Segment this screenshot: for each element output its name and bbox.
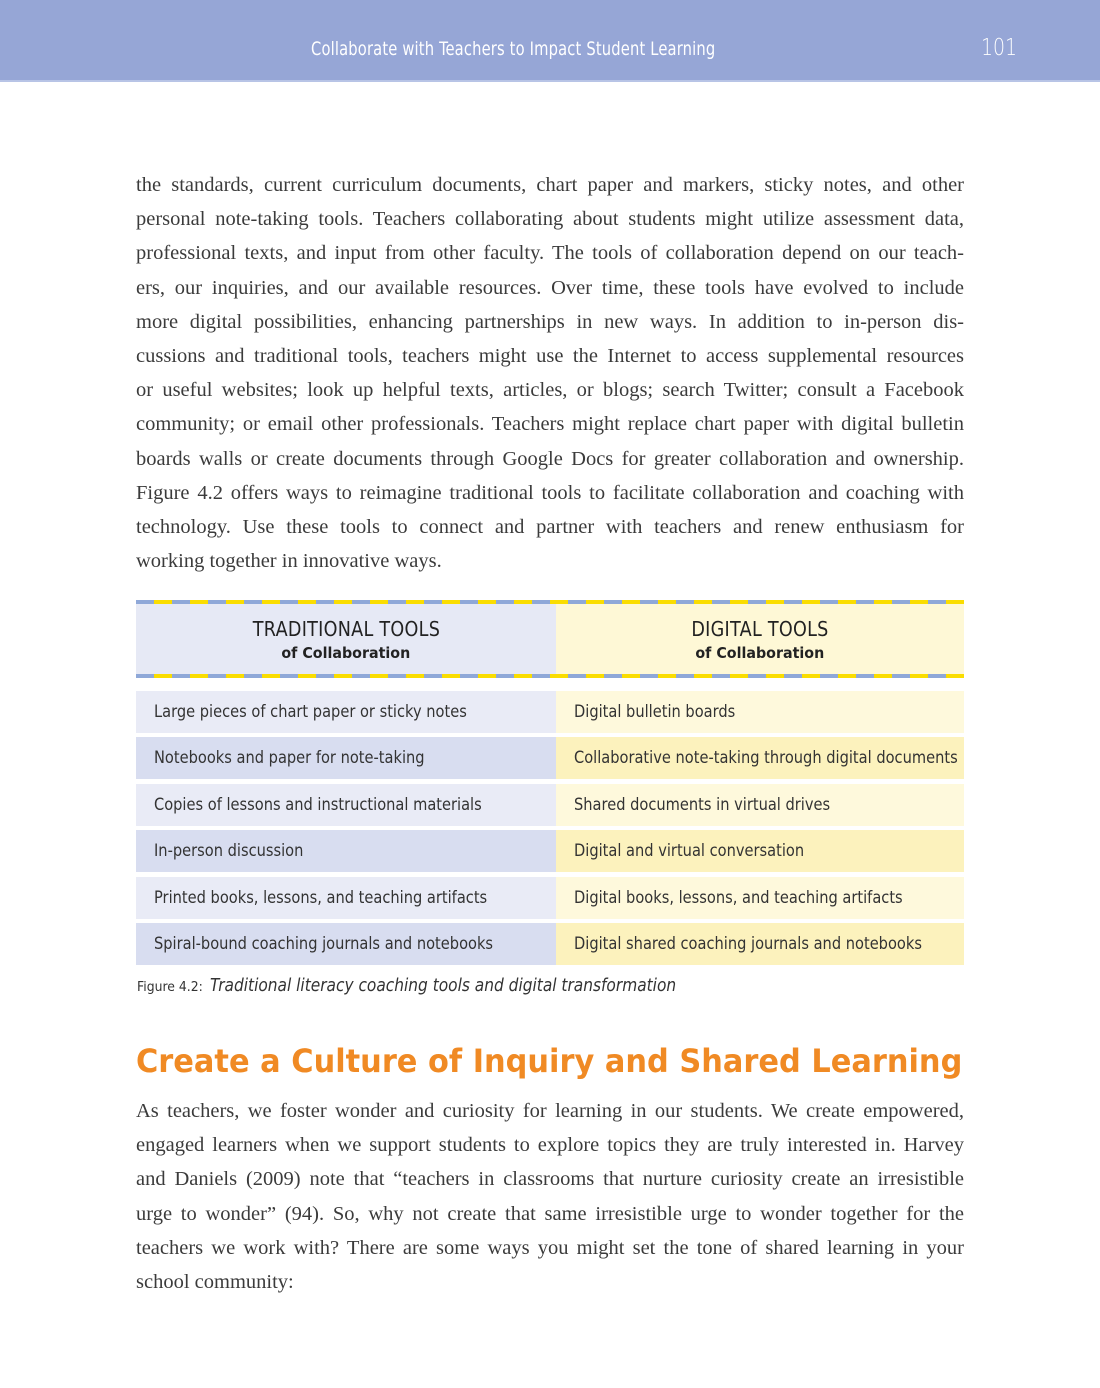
table-header-row: [136, 604, 964, 674]
text-line: professional texts, and input from other faculty. The tools of collaboration depend on our teach-: [136, 242, 964, 265]
digital-cell: [556, 830, 964, 872]
traditional-cell: [136, 923, 556, 965]
header-digital-tools: [556, 604, 964, 674]
text-line: working together in innovative ways.: [136, 550, 442, 573]
cell-text: Copies of lessons and instructional materials: [154, 794, 482, 815]
cell-text: Printed books, lessons, and teaching artifacts: [154, 887, 488, 908]
traditional-cell: [136, 691, 556, 733]
cell-text: Spiral-bound coaching journals and notebooks: [154, 933, 494, 954]
text-line: more digital possibilities, enhancing partnerships in new ways. In addition to in-person dis-: [136, 310, 964, 333]
section-heading: Create a Culture of Inquiry and Shared Learning: [136, 1042, 963, 1080]
caption-label: Figure 4.2:: [137, 979, 203, 995]
traditional-cell: [136, 877, 556, 919]
text-line: ers, our inquiries, and our available resources. Over time, these tools have evolved to include: [136, 276, 964, 299]
cell-text: Collaborative note-taking through digital documents: [574, 748, 958, 769]
text-line: the standards, current curriculum documents, chart paper and markers, sticky notes, and other: [136, 174, 964, 196]
text-line: engaged learners when we support students to explore topics they are truly interested in. Harvey: [136, 1134, 964, 1157]
table-row: [136, 737, 964, 779]
table-row: [136, 830, 964, 872]
cell-text: Digital and virtual conversation: [574, 841, 805, 862]
text-line: or useful websites; look up helpful texts, articles, or blogs; search Twitter; consult a Facebook: [136, 379, 964, 402]
cell-text: Notebooks and paper for note-taking: [154, 748, 425, 769]
body-paragraph-2: [136, 1094, 964, 1299]
digital-cell: [556, 877, 964, 919]
digital-cell: [556, 691, 964, 733]
table-body: [136, 691, 964, 965]
chapter-title: Collaborate with Teachers to Impact Student Learning: [311, 38, 716, 60]
traditional-cell: [136, 784, 556, 826]
figure-4-2-comparison-table: [136, 600, 964, 969]
cell-text: In-person discussion: [154, 841, 304, 862]
cell-text: Large pieces of chart paper or sticky notes: [154, 702, 467, 722]
digital-cell: [556, 737, 964, 779]
cell-text: Shared documents in virtual drives: [574, 794, 831, 815]
cell-text: Digital shared coaching journals and notebooks: [574, 933, 922, 954]
text-line: Figure 4.2 offers ways to reimagine traditional tools to facilitate collaboration and coaching with: [136, 481, 964, 504]
digital-cell: [556, 784, 964, 826]
body-paragraph-1: [136, 168, 964, 578]
table-row: [136, 877, 964, 919]
traditional-cell: [136, 830, 556, 872]
text-line: boards walls or create documents through Google Docs for greater collaboration and ownership.: [136, 447, 964, 470]
table-row: [136, 923, 964, 965]
figure-caption: [137, 976, 739, 996]
table-row: [136, 784, 964, 826]
text-line: teachers we work with? There are some ways you might set the tone of shared learning in your: [136, 1236, 964, 1259]
caption-text: Traditional literacy coaching tools and digital transformation: [209, 976, 676, 996]
cell-text: Digital bulletin boards: [574, 702, 736, 722]
header-subtitle: of Collaboration: [281, 643, 411, 662]
header-title: TRADITIONAL TOOLS: [252, 616, 440, 641]
text-line: and Daniels (2009) note that “teachers in classrooms that nurture curiosity create an irresistible: [136, 1168, 964, 1191]
digital-cell: [556, 923, 964, 965]
text-line: As teachers, we foster wonder and curiosity for learning in our students. We create empowered,: [136, 1100, 964, 1122]
table-row: [136, 691, 964, 733]
header-subtitle: of Collaboration: [695, 643, 825, 662]
page-number: 101: [981, 35, 1018, 61]
dashed-divider-bottom: [136, 674, 964, 678]
running-header: [0, 0, 1100, 82]
cell-text: Digital books, lessons, and teaching artifacts: [574, 887, 903, 908]
text-line: school community:: [136, 1271, 294, 1294]
text-line: community; or email other professionals. Teachers might replace chart paper with digital bulletin: [136, 413, 964, 436]
text-line: urge to wonder” (94). So, why not create that same irresistible urge to wonder together for the: [136, 1202, 964, 1225]
traditional-cell: [136, 737, 556, 779]
text-line: technology. Use these tools to connect and partner with teachers and renew enthusiasm for: [136, 516, 964, 539]
header-title: DIGITAL TOOLS: [691, 616, 829, 641]
text-line: personal note-taking tools. Teachers collaborating about students might utilize assessment data,: [136, 208, 964, 231]
text-line: cussions and traditional tools, teachers might use the Internet to access supplemental resources: [136, 345, 964, 368]
header-traditional-tools: [136, 604, 556, 674]
